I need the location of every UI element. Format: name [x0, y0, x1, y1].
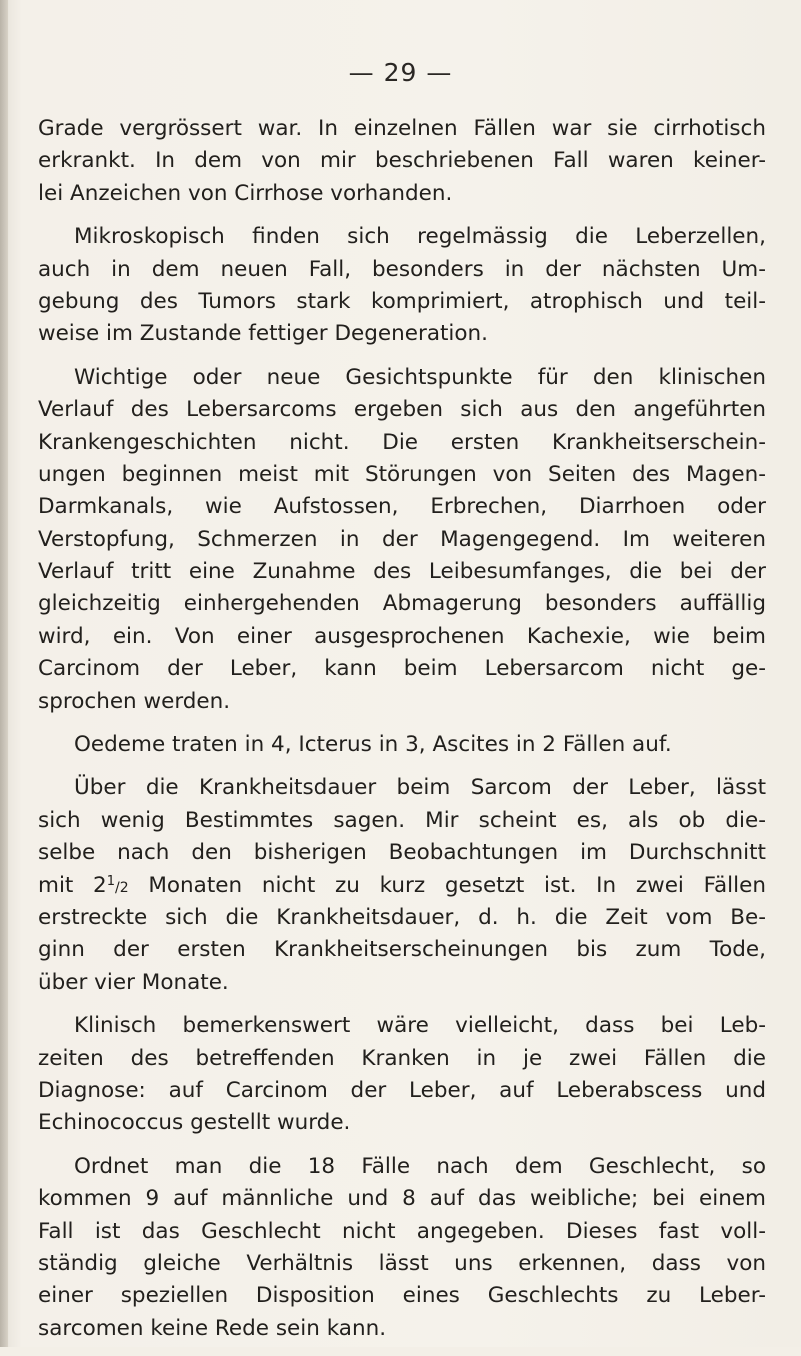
- text-line: über vier Monate.: [38, 969, 229, 995]
- text-line: zeiten des betreffenden Kranken in je zwei Fällen die: [38, 1045, 766, 1071]
- text-line: lei Anzeichen von Cirrhose vorhanden.: [38, 180, 453, 206]
- text-line: Darmkanals, wie Aufstossen, Erbrechen, Diarrhoen oder: [38, 494, 766, 520]
- fraction-numerator: 1: [106, 873, 116, 889]
- paragraph-1: [38, 113, 766, 210]
- paragraph-3: [38, 362, 766, 718]
- text-line: gleichzeitig einhergehenden Abmagerung besonders auffällig: [38, 591, 766, 617]
- text-line: Echinococcus gestellt wurde.: [38, 1110, 351, 1136]
- text-line: kommen 9 auf männliche und 8 auf das weibliche; bei einem: [38, 1186, 766, 1212]
- text-line: einer speziellen Disposition eines Geschlechts zu Leber-: [38, 1283, 766, 1309]
- text-line: sprochen werden.: [38, 688, 231, 714]
- text-line: Fall ist das Geschlecht nicht angegeben. Dieses fast voll-: [38, 1218, 766, 1244]
- text-line: ungen beginnen meist mit Störungen von Seiten des Magen-: [38, 461, 766, 487]
- text-line: weise im Zustande fettiger Degeneration.: [38, 321, 489, 347]
- text-line: selbe nach den bisherigen Beobachtungen im Durchschnitt: [38, 840, 766, 866]
- text-line: Verlauf tritt eine Zunahme des Leibesumfanges, die bei der: [38, 559, 766, 585]
- text-line: Über die Krankheitsdauer beim Sarcom der Leber, lässt: [74, 775, 766, 801]
- fraction-text-after: Monaten nicht zu kurz gesetzt ist. In zwei Fällen: [128, 872, 766, 898]
- body-text: [38, 113, 766, 1356]
- text-line: Klinisch bemerkenswert wäre vielleicht, dass bei Leb-: [74, 1013, 766, 1039]
- text-line: Mikroskopisch finden sich regelmässig die Leberzellen,: [74, 224, 766, 250]
- text-line: ginn der ersten Krankheitserscheinungen bis zum Tode,: [38, 937, 766, 963]
- paragraph-5: [38, 772, 766, 999]
- paragraph-2: [38, 221, 766, 351]
- text-line: Carcinom der Leber, kann beim Lebersarcom nicht ge-: [38, 656, 766, 682]
- text-line: Krankengeschichten nicht. Die ersten Krankheitserschein-: [38, 429, 766, 455]
- text-line: Ordnet man die 18 Fälle nach dem Geschlecht, so: [74, 1153, 766, 1179]
- fraction-text-before: mit 2: [38, 872, 107, 898]
- text-line: erkrankt. In dem von mir beschriebenen Fall waren keiner-: [38, 148, 766, 174]
- fraction-denominator: /2: [115, 879, 129, 896]
- paragraph-6: [38, 1010, 766, 1140]
- text-line: Wichtige oder neue Gesichtspunkte für den klinischen: [74, 364, 766, 390]
- text-line-with-fraction: [38, 870, 766, 902]
- text-line: Oedeme traten in 4, Icterus in 3, Ascites in 2 Fällen auf.: [74, 732, 672, 758]
- text-line: Verstopfung, Schmerzen in der Magengegend. Im weiteren: [38, 526, 766, 552]
- text-line: sich wenig Bestimmtes sagen. Mir scheint es, als ob die-: [38, 807, 766, 833]
- page-spine-shadow: [0, 0, 8, 1347]
- paragraph-7: [38, 1151, 766, 1345]
- text-line: sarcomen keine Rede sein kann.: [38, 1315, 387, 1341]
- text-line: gebung des Tumors stark komprimiert, atrophisch und teil-: [38, 288, 766, 314]
- text-line: Grade vergrössert war. In einzelnen Fällen war sie cirrhotisch: [38, 116, 766, 141]
- page-number: — 29 —: [348, 58, 453, 87]
- text-line: ständig gleiche Verhältnis lässt uns erkennen, dass von: [38, 1250, 766, 1276]
- text-line: Verlauf des Lebersarcoms ergeben sich aus den angeführten: [38, 397, 766, 423]
- text-line: wird, ein. Von einer ausgesprochenen Kachexie, wie beim: [38, 623, 766, 649]
- text-line: auch in dem neuen Fall, besonders in der nächsten Um-: [38, 256, 766, 282]
- text-line: Diagnose: auf Carcinom der Leber, auf Leberabscess und: [38, 1077, 766, 1103]
- paragraph-4: [38, 729, 766, 761]
- text-line: erstreckte sich die Krankheitsdauer, d. h. die Zeit vom Be-: [38, 904, 766, 930]
